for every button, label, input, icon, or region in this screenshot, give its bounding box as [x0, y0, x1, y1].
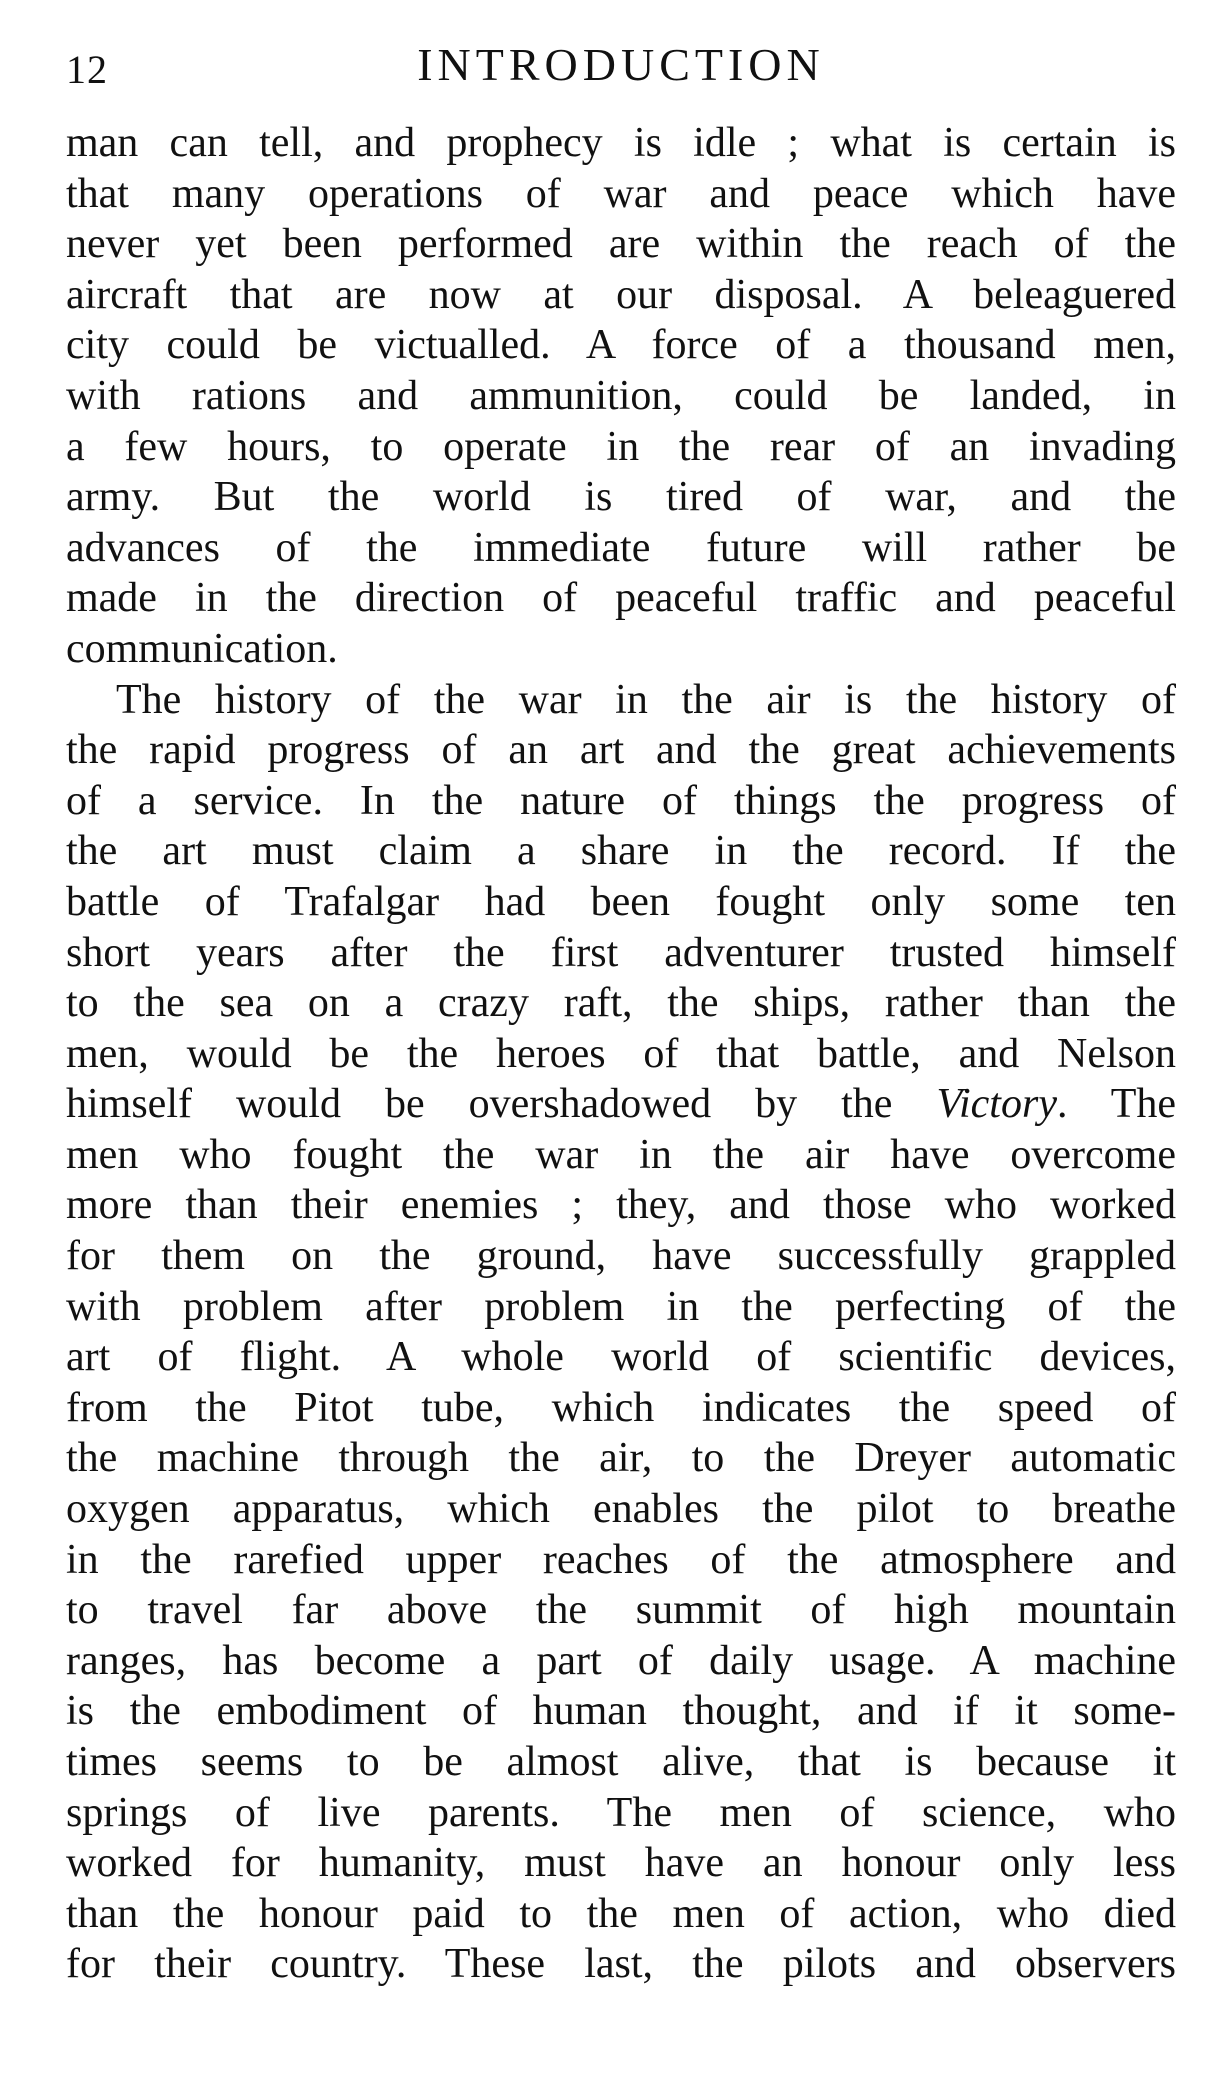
text-line: for their country. These last, the pilots and observers	[66, 1941, 1176, 1988]
text-line: the rapid progress of an art and the great achievements	[66, 727, 1176, 774]
text-line: to travel far above the summit of high mountain	[66, 1587, 1176, 1634]
text-line: a few hours, to operate in the rear of an invading	[66, 423, 1176, 470]
text-line: short years after the first adventurer trusted himself	[66, 929, 1176, 976]
text-line: of a service. In the nature of things the progress of	[66, 777, 1176, 824]
text-line: never yet been performed are within the reach of the	[66, 221, 1176, 268]
text-line: worked for humanity, must have an honour only less	[66, 1840, 1176, 1887]
body-text	[66, 118, 1176, 1990]
text-line: that many operations of war and peace which have	[66, 170, 1176, 217]
text-line: ranges, has become a part of daily usage. A machine	[66, 1637, 1176, 1684]
text-line: than the honour paid to the men of action, who died	[66, 1890, 1176, 1937]
text-line: men, would be the heroes of that battle, and Nelson	[66, 1030, 1176, 1077]
running-title: INTRODUCTION	[417, 39, 825, 90]
text-line: man can tell, and prophecy is idle ; what is certain is	[66, 120, 1176, 166]
page-number: 12	[66, 47, 108, 92]
text-line: more than their enemies ; they, and those who worked	[66, 1182, 1176, 1229]
text-line: the machine through the air, to the Dreyer automatic	[66, 1435, 1176, 1482]
text-line: oxygen apparatus, which enables the pilot to breathe	[66, 1486, 1176, 1533]
text-line: army. But the world is tired of war, and the	[66, 474, 1176, 521]
text-line	[66, 1079, 1176, 1130]
text-line: men who fought the war in the air have overcome	[66, 1131, 1176, 1178]
text-segment: himself would be overshadowed by the	[66, 1081, 893, 1128]
running-head	[66, 38, 1176, 98]
text-line: with problem after problem in the perfecting of the	[66, 1283, 1176, 1330]
text-line: aircraft that are now at our disposal. A beleaguered	[66, 271, 1176, 318]
text-segment: . The	[1056, 1081, 1176, 1128]
ship-name-victory: Victory	[936, 1081, 1057, 1128]
text-line: The history of the war in the air is the history of	[116, 676, 1176, 723]
text-line: for them on the ground, have successfully grappled	[66, 1233, 1176, 1280]
text-line: art of flight. A whole world of scientific devices,	[66, 1334, 1176, 1381]
text-line: is the embodiment of human thought, and if it some-	[66, 1688, 1176, 1735]
text-line: with rations and ammunition, could be landed, in	[66, 372, 1176, 419]
text-line: made in the direction of peaceful traffic and peaceful	[66, 575, 1176, 622]
text-line: battle of Trafalgar had been fought only some ten	[66, 878, 1176, 925]
text-line: times seems to be almost alive, that is because it	[66, 1739, 1176, 1785]
text-line: city could be victualled. A force of a thousand men,	[66, 322, 1176, 369]
text-line: communication.	[66, 625, 338, 672]
text-line: to the sea on a crazy raft, the ships, rather than the	[66, 980, 1176, 1027]
text-line: the art must claim a share in the record. If the	[66, 828, 1176, 875]
text-line: from the Pitot tube, which indicates the speed of	[66, 1384, 1176, 1431]
text-line: advances of the immediate future will rather be	[66, 524, 1176, 571]
text-line: springs of live parents. The men of science, who	[66, 1789, 1176, 1836]
text-line: in the rarefied upper reaches of the atmosphere and	[66, 1536, 1176, 1583]
